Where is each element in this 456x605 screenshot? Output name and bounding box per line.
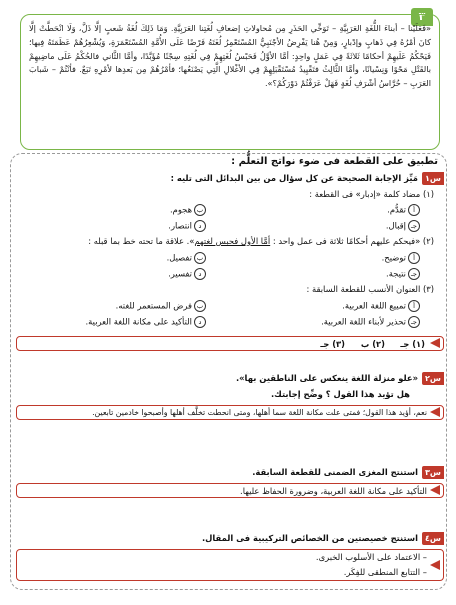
option-a-icon: أ (408, 252, 420, 264)
sub-question-3: (٣) العنوان الأنسب للقطعة السابقة : (306, 284, 434, 294)
question-4-prompt: استنتج خصيصتين من الخصائص التركيبية فى المقال. (201, 533, 418, 543)
option-c-icon: جـ (408, 268, 420, 280)
answer-1-1: (١) جـ (400, 339, 425, 349)
answer-1-2: (٢) ب (360, 339, 385, 349)
answer-box-3 (16, 483, 444, 498)
section-title: تطبيق على القطعة فى ضوء نواتج التعلُّم : (231, 156, 438, 167)
question-1-badge: س١ (422, 172, 444, 185)
option-c-icon: جـ (408, 316, 420, 328)
option-d-icon: د (194, 220, 206, 232)
option-1a: أتقدُّم. (387, 204, 420, 216)
answer-4-2: – التتابع المنطقى للفِكَر. (343, 567, 427, 577)
answer-arrow-icon (430, 407, 440, 417)
answer-arrow-icon (430, 560, 440, 570)
option-d-icon: د (194, 268, 206, 280)
sub-question-2: (٢) «فيحكم عليهم أحكامًا ثلاثة فى عمل واحد : أمَّا الأول فحبس لغتهم». علاقة ما تحته خط بما قبله : (88, 236, 434, 246)
answer-4-1: – الاعتماد على الأسلوب الخبرى. (315, 552, 427, 562)
option-2a: أتوضيح. (382, 252, 420, 264)
sub-question-1: (١) مضاد كلمة «إدبار» فى القطعة : (309, 189, 434, 199)
option-a-icon: أ (408, 300, 420, 312)
question-3-prompt: استنتج المغزى الضمنى للقطعة السابقة. (252, 467, 418, 477)
option-3b: بفرض المستعمر للغته. (116, 300, 206, 312)
option-b-icon: ب (194, 204, 206, 216)
option-a-icon: أ (408, 204, 420, 216)
question-4-badge: س٤ (422, 532, 444, 545)
option-2d: دتفسير. (168, 268, 206, 280)
answer-arrow-icon (430, 338, 440, 348)
option-2c: جـنتيجة. (386, 268, 420, 280)
page-number: ٣ (411, 8, 433, 26)
answer-arrow-icon (430, 485, 440, 495)
passage-box: «فَعَلَيْنا – أبناءَ اللُّغَةِ العَرَبِيَّةِ – تَوَخِّي الحَذَرِ مِن مُحاولاتِ إضعافِ لُغَتِنا العَرَبِيَّةِ. وَمَا ذَلِكَ لُغَةُ شَعبٍ إلَّا ذَلَّ، وَلَا انْحَطَّتْ إلَّا كانَ أمْرُهُ فِي ذَهابٍ وإدْبارٍ، وَمِنْ هُنا يَفْرِضُ الأجْنَبِيُّ المُسْتَعْمِرُ لُغَتَهُ فَرْضًا عَلَى الأُمَّةِ المُسْتَعْمَرَةِ، وَيُشْعِرُهُمْ عَظَمَتَهُ فِيها؛ فَيَحْكُمُ عَلَيهِمْ أحكامًا ثَلاثَةً فِي عَمَلٍ واحِدٍ: أمَّا الأوَّلُ فَحَبْسُ لُغَتِهِمْ فِي لُغَتِهِ سِجْنًا مُؤَبَّدًا، وأمَّا الثَّاني فالحُكْمُ عَلَى ماضِيهِمْ بالقَتْلِ مَحْوًا وَنِسْيانًا، وأمَّا الثَّالِثُ فتَقْيِيدُ مُسْتَقْبَلِهِمْ فِي الأغْلالِ الَّتِي يَصْنَعُها؛ فأمْرُهُمْ مِن بَعدِها لأمْرِهِ تَبَعٌ. فأنْتُمْ – شَبابَ العَرَبِ – حُرَّاسُ أشْرَفِ لُغَةٍ فَهَلْ عَرَفْتُمْ دَوْرَكُمْ؟». (20, 14, 440, 150)
option-2b: بتفصيل. (167, 252, 206, 264)
answer-1-3: (٣) جـ (320, 339, 345, 349)
option-b-icon: ب (194, 252, 206, 264)
answer-3: التأكيد على مكانة اللغة العربية، وضرورة الحفاظ عليها. (240, 486, 427, 496)
answer-box-2 (16, 405, 444, 420)
question-2-badge: س٢ (422, 372, 444, 385)
option-3c: جـتحذير لأبناء اللغة العربية. (321, 316, 420, 328)
option-d-icon: د (194, 316, 206, 328)
question-3-badge: س٣ (422, 466, 444, 479)
answer-box-4 (16, 549, 444, 581)
question-2-prompt: هل تؤيد هذا القول ؟ وضِّح إجابتك. (270, 389, 410, 399)
option-b-icon: ب (194, 300, 206, 312)
option-1c: جـإقبال. (386, 220, 420, 232)
option-3d: دالتأكيد على مكانة اللغة العربية. (86, 316, 206, 328)
question-1-prompt: مَيِّز الإجابة الصحيحة عن كل سؤال من بين البدائل التى تليه : (170, 173, 418, 183)
answer-box-1 (16, 336, 444, 351)
answer-2: نعم، أؤيد هذا القول؛ فمتى علت مكانة اللغة سما أهلها، ومتى انحطت تخلَّف أهلها وأصبحوا خادمين تابعين. (92, 408, 427, 417)
option-c-icon: جـ (408, 220, 420, 232)
question-2-quote: «علو منزلة اللغة ينعكس على الناطقين بها». (235, 373, 418, 383)
option-3a: أتمييع اللغة العربية. (342, 300, 420, 312)
option-1b: بهجوم. (170, 204, 206, 216)
exercise-frame (10, 153, 447, 590)
option-1d: دانتصار. (168, 220, 206, 232)
